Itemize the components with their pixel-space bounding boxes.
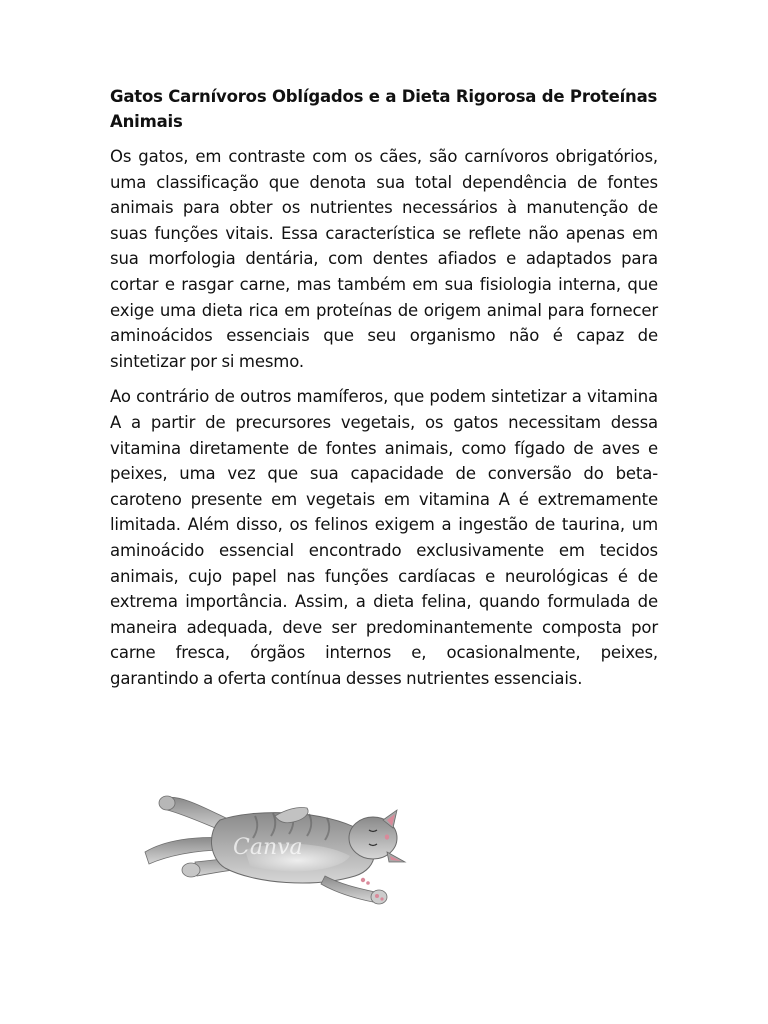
sleeping-cat-illustration — [125, 780, 415, 910]
paragraph-2: Ao contrário de outros mamíferos, que podem sintetizar a vitamina A a partir de precursores vegetais, os gatos necessitam dessa vitamina diretamente de fontes animais, como fígado de aves e peixes, uma vez que sua capacidade de conversão do beta-caroteno presente em vegetais em vitamina A é extremamente limitada. Além disso, os felinos exigem a ingestão de taurina, um aminoácido essencial encontrado exclusivamente em tecidos animais, cujo papel nas funções cardíacas e neurológicas é de extrema importância. Assim, a dieta felina, quando formulada de maneira adequada, deve ser predominantemente composta por carne fresca, órgãos internos e, ocasionalmente, peixes, garantindo a oferta contínua desses nutrientes essenciais. — [110, 387, 658, 688]
paragraph-1: Os gatos, em contraste com os cães, são carnívoros obrigatórios, uma classificação que denota sua total dependência de fontes animais para obter os nutrientes necessários à manutenção de suas funções vitais. Essa característica se reflete não apenas em sua morfologia dentária, com dentes afiados e adaptados para cortar e rasgar carne, mas também em sua fisiologia interna, que exige uma dieta rica em proteínas de origem animal para fornecer aminoácidos essenciais que seu organismo não é capaz de sintetizar por si mesmo. — [110, 147, 658, 371]
canva-watermark: Canva — [233, 835, 303, 860]
cat-image — [125, 780, 415, 910]
document-title: Gatos Carnívoros Oblígados e a Dieta Rigorosa de Proteínas Animais — [110, 87, 658, 131]
document-body — [110, 84, 658, 701]
